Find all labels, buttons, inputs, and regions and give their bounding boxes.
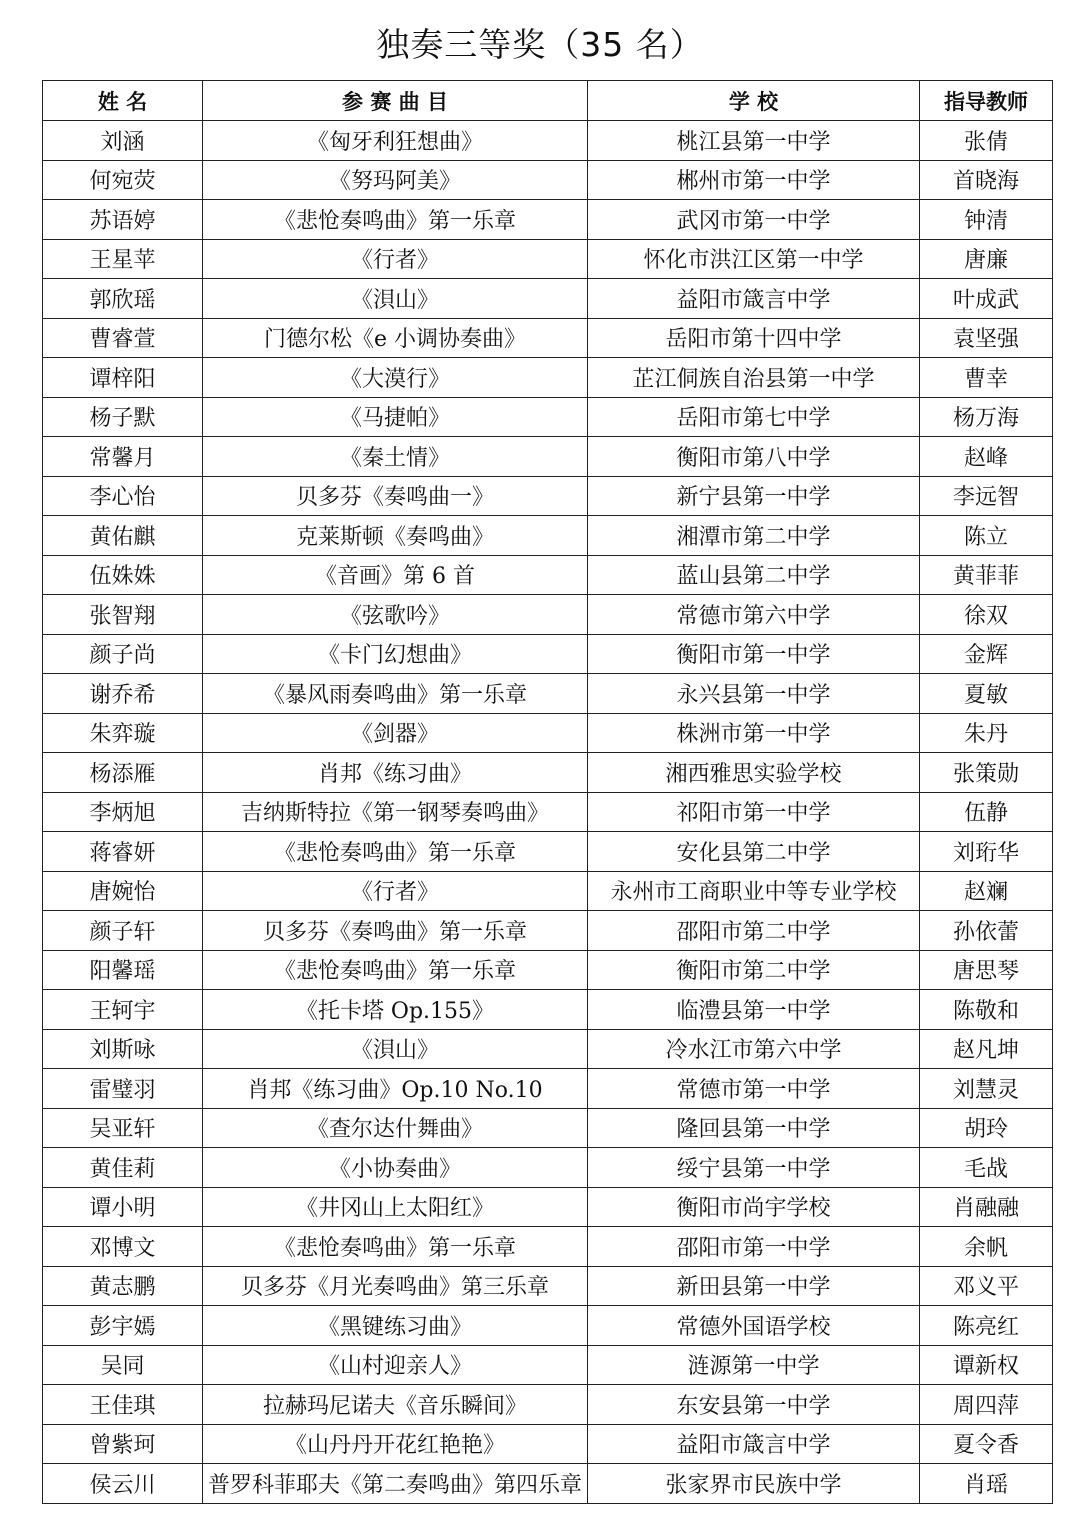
table-row	[43, 239, 1053, 279]
cell-teacher: 刘珩华	[920, 832, 1053, 872]
cell-school: 衡阳市尚宇学校	[588, 1187, 920, 1227]
cell-teacher: 毛战	[920, 1148, 1053, 1188]
cell-school: 隆回县第一中学	[588, 1108, 920, 1148]
table-row	[43, 1187, 1053, 1227]
table-row	[43, 279, 1053, 319]
table-row	[43, 753, 1053, 793]
cell-teacher: 钟清	[920, 200, 1053, 240]
cell-name: 伍姝姝	[43, 555, 203, 595]
cell-teacher: 唐廉	[920, 239, 1053, 279]
cell-piece: 《山村迎亲人》	[203, 1345, 588, 1385]
table-row	[43, 555, 1053, 595]
cell-teacher: 张倩	[920, 121, 1053, 161]
cell-piece: 《浿山》	[203, 279, 588, 319]
table-row	[43, 1029, 1053, 1069]
cell-teacher: 胡玲	[920, 1108, 1053, 1148]
cell-name: 王佳琪	[43, 1385, 203, 1425]
cell-teacher: 赵凡坤	[920, 1029, 1053, 1069]
cell-school: 永州市工商职业中等专业学校	[588, 871, 920, 911]
table-row	[43, 792, 1053, 832]
cell-teacher: 夏敏	[920, 674, 1053, 714]
cell-name: 刘斯咏	[43, 1029, 203, 1069]
awards-table	[42, 80, 1053, 1504]
cell-piece: 《暴风雨奏鸣曲》第一乐章	[203, 674, 588, 714]
cell-school: 绥宁县第一中学	[588, 1148, 920, 1188]
header-teacher: 指导教师	[920, 81, 1053, 121]
cell-school: 衡阳市第一中学	[588, 634, 920, 674]
cell-name: 刘涵	[43, 121, 203, 161]
table-row	[43, 318, 1053, 358]
cell-name: 唐婉怡	[43, 871, 203, 911]
cell-piece: 肖邦《练习曲》	[203, 753, 588, 793]
cell-piece: 《大漠行》	[203, 358, 588, 398]
cell-piece: 门德尔松《e 小调协奏曲》	[203, 318, 588, 358]
table-header-row	[43, 81, 1053, 121]
table-row	[43, 832, 1053, 872]
cell-piece: 《秦土情》	[203, 437, 588, 477]
cell-name: 苏语婷	[43, 200, 203, 240]
cell-teacher: 叶成武	[920, 279, 1053, 319]
table-row	[43, 516, 1053, 556]
cell-school: 祁阳市第一中学	[588, 792, 920, 832]
cell-piece: 《音画》第 6 首	[203, 555, 588, 595]
table-row	[43, 713, 1053, 753]
cell-teacher: 伍静	[920, 792, 1053, 832]
table-row	[43, 1345, 1053, 1385]
cell-name: 曹睿萱	[43, 318, 203, 358]
cell-school: 湘西雅思实验学校	[588, 753, 920, 793]
header-school: 学 校	[588, 81, 920, 121]
table-row	[43, 1385, 1053, 1425]
table-row	[43, 1227, 1053, 1267]
cell-teacher: 张策勋	[920, 753, 1053, 793]
table-row	[43, 1266, 1053, 1306]
cell-teacher: 金辉	[920, 634, 1053, 674]
cell-name: 谭梓阳	[43, 358, 203, 398]
cell-piece: 肖邦《练习曲》Op.10 No.10	[203, 1069, 588, 1109]
table-row	[43, 200, 1053, 240]
cell-teacher: 邓义平	[920, 1266, 1053, 1306]
cell-name: 颜子轩	[43, 911, 203, 951]
cell-school: 涟源第一中学	[588, 1345, 920, 1385]
cell-piece: 《卡门幻想曲》	[203, 634, 588, 674]
cell-name: 谭小明	[43, 1187, 203, 1227]
cell-piece: 《弦歌吟》	[203, 595, 588, 635]
cell-name: 黄佑麒	[43, 516, 203, 556]
table-row	[43, 1148, 1053, 1188]
table-row	[43, 871, 1053, 911]
cell-name: 侯云川	[43, 1464, 203, 1504]
cell-school: 武冈市第一中学	[588, 200, 920, 240]
cell-teacher: 余帆	[920, 1227, 1053, 1267]
cell-piece: 《井冈山上太阳红》	[203, 1187, 588, 1227]
cell-teacher: 肖融融	[920, 1187, 1053, 1227]
cell-piece: 贝多芬《奏鸣曲》第一乐章	[203, 911, 588, 951]
cell-name: 李炳旭	[43, 792, 203, 832]
table-row	[43, 358, 1053, 398]
cell-name: 邓博文	[43, 1227, 203, 1267]
cell-piece: 《剑器》	[203, 713, 588, 753]
table-row	[43, 950, 1053, 990]
table-row	[43, 476, 1053, 516]
cell-teacher: 肖瑶	[920, 1464, 1053, 1504]
table-row	[43, 634, 1053, 674]
cell-piece: 拉赫玛尼诺夫《音乐瞬间》	[203, 1385, 588, 1425]
cell-name: 曾紫珂	[43, 1424, 203, 1464]
cell-school: 桃江县第一中学	[588, 121, 920, 161]
cell-teacher: 谭新权	[920, 1345, 1053, 1385]
table-row	[43, 595, 1053, 635]
cell-school: 东安县第一中学	[588, 1385, 920, 1425]
cell-name: 王星苹	[43, 239, 203, 279]
cell-teacher: 朱丹	[920, 713, 1053, 753]
cell-teacher: 孙依蕾	[920, 911, 1053, 951]
table-row	[43, 1306, 1053, 1346]
cell-name: 吴同	[43, 1345, 203, 1385]
cell-piece: 《悲怆奏鸣曲》第一乐章	[203, 950, 588, 990]
cell-piece: 《悲怆奏鸣曲》第一乐章	[203, 1227, 588, 1267]
table-row	[43, 1424, 1053, 1464]
table-row	[43, 160, 1053, 200]
cell-school: 株洲市第一中学	[588, 713, 920, 753]
cell-name: 杨添雁	[43, 753, 203, 793]
cell-piece: 《山丹丹开花红艳艳》	[203, 1424, 588, 1464]
cell-school: 张家界市民族中学	[588, 1464, 920, 1504]
table-row	[43, 1464, 1053, 1504]
cell-teacher: 黄菲菲	[920, 555, 1053, 595]
cell-school: 永兴县第一中学	[588, 674, 920, 714]
cell-teacher: 杨万海	[920, 397, 1053, 437]
cell-piece: 《努玛阿美》	[203, 160, 588, 200]
cell-piece: 《匈牙利狂想曲》	[203, 121, 588, 161]
cell-teacher: 陈敬和	[920, 990, 1053, 1030]
cell-piece: 《悲怆奏鸣曲》第一乐章	[203, 200, 588, 240]
table-row	[43, 121, 1053, 161]
cell-name: 何宛荧	[43, 160, 203, 200]
cell-name: 杨子默	[43, 397, 203, 437]
table-row	[43, 397, 1053, 437]
cell-piece: 《悲怆奏鸣曲》第一乐章	[203, 832, 588, 872]
cell-piece: 普罗科菲耶夫《第二奏鸣曲》第四乐章	[203, 1464, 588, 1504]
cell-piece: 克莱斯顿《奏鸣曲》	[203, 516, 588, 556]
cell-school: 常德市第六中学	[588, 595, 920, 635]
cell-teacher: 首晓海	[920, 160, 1053, 200]
cell-school: 邵阳市第一中学	[588, 1227, 920, 1267]
cell-school: 常德市第一中学	[588, 1069, 920, 1109]
cell-piece: 《行者》	[203, 239, 588, 279]
cell-school: 衡阳市第二中学	[588, 950, 920, 990]
cell-piece: 《托卡塔 Op.155》	[203, 990, 588, 1030]
cell-name: 吴亚轩	[43, 1108, 203, 1148]
cell-school: 岳阳市第十四中学	[588, 318, 920, 358]
table-row	[43, 437, 1053, 477]
cell-school: 常德外国语学校	[588, 1306, 920, 1346]
cell-school: 蓝山县第二中学	[588, 555, 920, 595]
header-name: 姓 名	[43, 81, 203, 121]
cell-name: 彭宇嫣	[43, 1306, 203, 1346]
cell-name: 张智翔	[43, 595, 203, 635]
cell-name: 郭欣瑶	[43, 279, 203, 319]
table-row	[43, 674, 1053, 714]
cell-name: 黄佳莉	[43, 1148, 203, 1188]
cell-piece: 《小协奏曲》	[203, 1148, 588, 1188]
cell-teacher: 唐思琴	[920, 950, 1053, 990]
cell-school: 岳阳市第七中学	[588, 397, 920, 437]
cell-school: 冷水江市第六中学	[588, 1029, 920, 1069]
cell-piece: 《马捷帕》	[203, 397, 588, 437]
cell-piece: 贝多芬《奏鸣曲一》	[203, 476, 588, 516]
cell-name: 颜子尚	[43, 634, 203, 674]
cell-piece: 《浿山》	[203, 1029, 588, 1069]
cell-piece: 《黑键练习曲》	[203, 1306, 588, 1346]
cell-name: 常馨月	[43, 437, 203, 477]
cell-teacher: 曹幸	[920, 358, 1053, 398]
cell-name: 雷璧羽	[43, 1069, 203, 1109]
cell-school: 新田县第一中学	[588, 1266, 920, 1306]
table-row	[43, 1108, 1053, 1148]
cell-school: 怀化市洪江区第一中学	[588, 239, 920, 279]
cell-name: 谢乔希	[43, 674, 203, 714]
page-title: 独奏三等奖（35 名）	[376, 25, 704, 64]
cell-name: 王轲宇	[43, 990, 203, 1030]
cell-school: 益阳市箴言中学	[588, 1424, 920, 1464]
cell-school: 衡阳市第八中学	[588, 437, 920, 477]
cell-teacher: 周四萍	[920, 1385, 1053, 1425]
cell-teacher: 陈立	[920, 516, 1053, 556]
cell-teacher: 李远智	[920, 476, 1053, 516]
cell-school: 郴州市第一中学	[588, 160, 920, 200]
cell-teacher: 陈亮红	[920, 1306, 1053, 1346]
cell-school: 临澧县第一中学	[588, 990, 920, 1030]
header-piece: 参 赛 曲 目	[203, 81, 588, 121]
table-body	[43, 121, 1053, 1504]
cell-teacher: 徐双	[920, 595, 1053, 635]
cell-name: 阳馨瑶	[43, 950, 203, 990]
table-row	[43, 990, 1053, 1030]
cell-school: 芷江侗族自治县第一中学	[588, 358, 920, 398]
cell-piece: 吉纳斯特拉《第一钢琴奏鸣曲》	[203, 792, 588, 832]
cell-school: 安化县第二中学	[588, 832, 920, 872]
cell-teacher: 夏令香	[920, 1424, 1053, 1464]
cell-piece: 《行者》	[203, 871, 588, 911]
cell-teacher: 赵峰	[920, 437, 1053, 477]
table-row	[43, 1069, 1053, 1109]
cell-school: 邵阳市第二中学	[588, 911, 920, 951]
cell-name: 黄志鹏	[43, 1266, 203, 1306]
cell-teacher: 赵斓	[920, 871, 1053, 911]
cell-piece: 《查尔达什舞曲》	[203, 1108, 588, 1148]
cell-school: 新宁县第一中学	[588, 476, 920, 516]
cell-teacher: 刘慧灵	[920, 1069, 1053, 1109]
cell-piece: 贝多芬《月光奏鸣曲》第三乐章	[203, 1266, 588, 1306]
cell-school: 益阳市箴言中学	[588, 279, 920, 319]
cell-name: 朱弈璇	[43, 713, 203, 753]
table-row	[43, 911, 1053, 951]
cell-name: 蒋睿妍	[43, 832, 203, 872]
cell-school: 湘潭市第二中学	[588, 516, 920, 556]
cell-teacher: 袁坚强	[920, 318, 1053, 358]
cell-name: 李心怡	[43, 476, 203, 516]
